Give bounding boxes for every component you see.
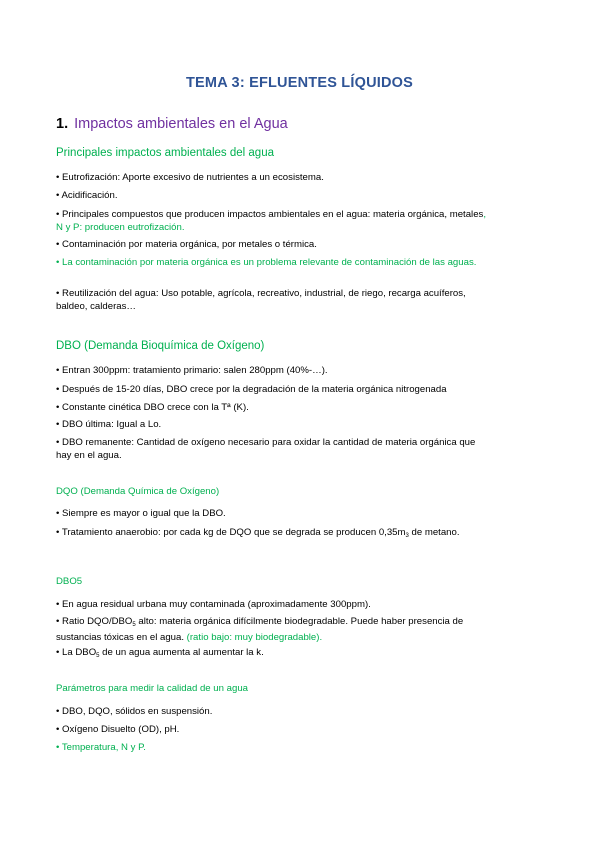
list-item (56, 209, 486, 234)
section-heading (56, 116, 288, 132)
impactos-heading: Principales impactos ambientales del agua (56, 147, 274, 159)
item-text: • Ratio DQO/DBO (56, 616, 133, 627)
subscript: 5 (96, 653, 100, 659)
list-item: • Reutilización del agua: Uso potable, agrícola, recreativo, industrial, de riego, recarga acuíferos, baldeo, calderas… (56, 288, 466, 312)
item-text-end: de un agua aumenta al aumentar la k. (99, 647, 264, 658)
item-highlight: , N y P: producen eutrofización. (56, 209, 486, 233)
item-text-cont: alto: materia orgánica difícilmente biodegradable. Puede haber presencia de sustancias tóxicas en el agua. (56, 616, 464, 643)
list-item: • Oxígeno Disuelto (OD), pH. (56, 724, 180, 735)
item-text: • La DBO (56, 647, 97, 658)
list-item: • Entran 300ppm: tratamiento primario: salen 280ppm (40%-…). (56, 365, 328, 376)
list-item: • Acidificación. (56, 190, 118, 201)
subscript: 5 (132, 622, 136, 628)
list-item: • La contaminación por materia orgánica es un problema relevante de contaminación de las aguas. (56, 257, 477, 268)
list-item: • En agua residual urbana muy contaminada (aproximadamente 300ppm). (56, 599, 371, 610)
list-item: • Siempre es mayor o igual que la DBO. (56, 508, 226, 519)
dbo5-heading: DBO5 (56, 576, 83, 587)
item-text: • Principales compuestos que producen impactos ambientales en el agua: materia orgánica, metales (56, 209, 484, 220)
list-item: • DBO remanente: Cantidad de oxígeno necesario para oxidar la cantidad de materia orgánica que hay en el agua. (56, 437, 476, 461)
item-highlight: (ratio bajo: muy biodegradable). (186, 631, 323, 643)
list-item: • DBO última: Igual a Lo. (56, 419, 162, 430)
list-item (56, 616, 486, 644)
dbo-heading: DBO (Demanda Bioquímica de Oxígeno) (56, 340, 265, 352)
list-item (56, 647, 486, 663)
list-item: • Temperatura, N y P. (56, 742, 146, 753)
unit-subscript: 3 (405, 533, 409, 539)
section-title: Impactos ambientales en el Agua (74, 116, 288, 132)
list-item: • DBO, DQO, sólidos en suspensión. (56, 706, 213, 717)
parametros-heading: Parámetros para medir la calidad de un agua (56, 683, 248, 694)
list-item: • Contaminación por materia orgánica, por metales o térmica. (56, 239, 317, 250)
list-item: • Después de 15-20 días, DBO crece por la degradación de la materia orgánica nitrogenada (56, 384, 447, 395)
list-item: • Eutrofización: Aporte excesivo de nutrientes a un ecosistema. (56, 172, 324, 183)
dqo-heading: DQO (Demanda Química de Oxígeno) (56, 486, 220, 497)
list-item: • Constante cinética DBO crece con la Tª (K). (56, 402, 249, 413)
list-item (56, 527, 486, 543)
item-text-end: de metano. (408, 527, 460, 538)
section-number: 1. (56, 116, 69, 132)
document-title: TEMA 3: EFLUENTES LÍQUIDOS (185, 75, 413, 91)
item-text: • Tratamiento anaerobio: por cada kg de DQO que se degrada se producen 0,35m (56, 527, 406, 538)
